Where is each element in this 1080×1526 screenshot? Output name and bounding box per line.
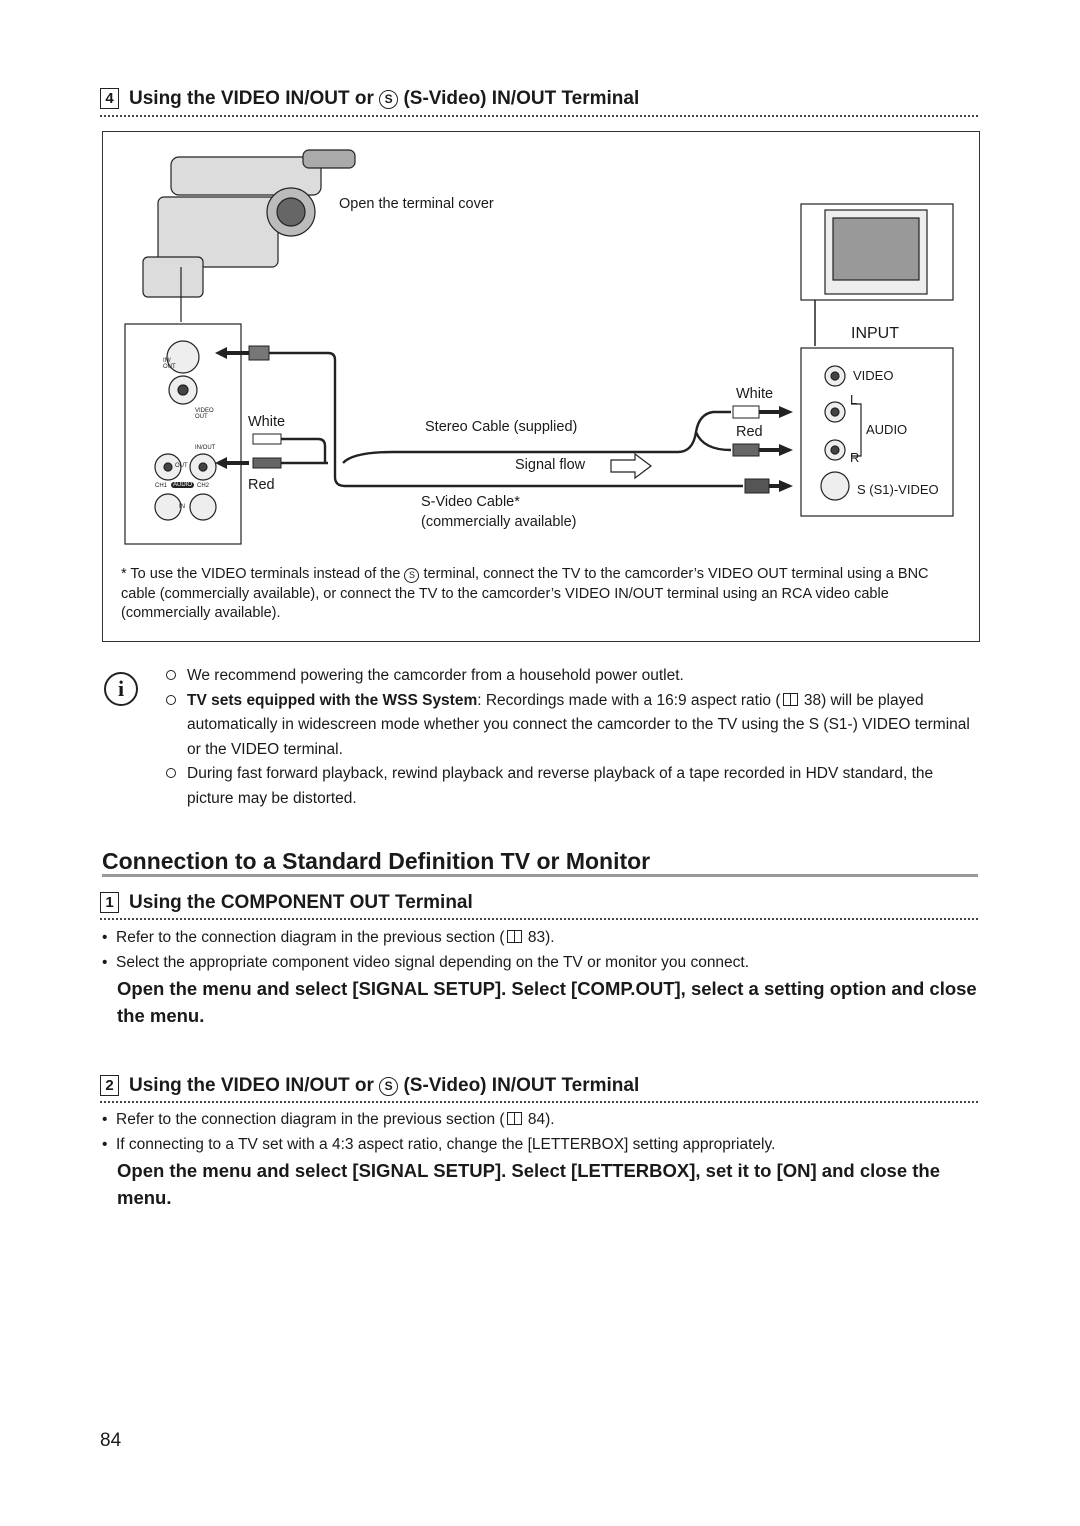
note-text: We recommend powering the camcorder from a household power outlet. <box>187 667 684 684</box>
stereo-cable-label: Stereo Cable (supplied) <box>425 419 578 435</box>
note-item <box>166 762 981 811</box>
red-right-label: Red <box>736 424 763 440</box>
camcorder-illustration <box>143 150 355 322</box>
section-4-heading <box>100 88 978 110</box>
video-label: VIDEO <box>853 368 894 383</box>
s-video-icon: S <box>379 90 398 109</box>
note-bold: TV sets equipped with the WSS System <box>187 691 478 709</box>
page-heading: Connection to a Standard Definition TV or Monitor <box>102 848 651 874</box>
section-1-heading <box>100 892 978 914</box>
section-title: Using the COMPONENT OUT Terminal <box>129 892 473 913</box>
svideo-cable-label: S-Video Cable* <box>421 494 520 510</box>
panel-audio-label: AUDIO <box>173 482 193 488</box>
panel-video-out-label: VIDEO OUT <box>195 408 214 420</box>
note-item <box>166 664 981 689</box>
diagram-footnote <box>121 565 961 624</box>
footnote-part-b: terminal, connect the TV to the camcorder’s VIDEO OUT terminal using a BNC cable (commercially available), or connect the TV to the camcorder’s VIDEO IN/OUT terminal using an RCA video cable (commercially available). <box>121 566 929 621</box>
note-text: During fast forward playback, rewind playback and reverse playback of a tape recorded in HDV standard, the picture may be distorted. <box>187 765 934 807</box>
s1-video-label: S (S1)-VIDEO <box>857 482 939 497</box>
page-reference: 83 <box>527 929 546 946</box>
list-item: • Refer to the connection diagram in the previous section ( 83). <box>100 926 980 951</box>
s-video-icon: S <box>379 1077 398 1096</box>
panel-in-out-label: IN/ OUT <box>163 358 176 370</box>
signal-flow-arrow <box>611 454 651 478</box>
signal-flow-label: Signal flow <box>515 457 586 473</box>
note-text: : Recordings made with a 16:9 aspect ratio ( <box>477 691 781 709</box>
section-title-part-a: Using the VIDEO IN/OUT or <box>129 88 374 109</box>
book-icon <box>507 1112 522 1125</box>
page-number: 84 <box>100 1430 122 1451</box>
connection-diagram <box>102 131 980 642</box>
diagram-drawing <box>103 132 979 562</box>
left-channel-label: L <box>850 392 858 407</box>
section-1-instruction: Open the menu and select [SIGNAL SETUP]. Select [COMP.OUT], select a setting option and close the menu. <box>117 978 977 1026</box>
section-number: 4 <box>100 88 119 109</box>
white-right-label: White <box>736 386 774 402</box>
book-icon <box>783 693 798 706</box>
footnote-part-a: * To use the VIDEO terminals instead of the <box>121 566 401 582</box>
section-title-part-a: Using the VIDEO IN/OUT or <box>129 1075 374 1096</box>
input-label: INPUT <box>851 325 899 342</box>
right-channel-label: R <box>850 450 860 465</box>
page-reference: 38 <box>803 691 822 709</box>
section-2-bullets <box>100 1108 980 1157</box>
section-1-bullets <box>100 926 980 975</box>
page-reference: 84 <box>527 1111 546 1128</box>
section-title-part-b: (S-Video) IN/OUT Terminal <box>403 1075 640 1096</box>
panel-ch1-label: CH1 <box>155 483 168 489</box>
dotted-divider <box>100 918 978 920</box>
heading-rule <box>102 874 978 877</box>
panel-in-label: IN <box>179 504 185 510</box>
commercially-available-label: (commercially available) <box>421 514 577 530</box>
dotted-divider <box>100 115 978 117</box>
open-cover-label: Open the terminal cover <box>339 196 494 212</box>
note-text: ) will be played automatically in widescreen mode whether you connect the camcorder to the TV using the S (S1-) VIDEO terminal or the VIDEO terminal. <box>187 691 970 758</box>
dotted-divider <box>100 1101 978 1103</box>
panel-out-label: OUT <box>175 463 188 469</box>
section-2-heading <box>100 1075 978 1097</box>
section-2-instruction: Open the menu and select [SIGNAL SETUP]. Select [LETTERBOX], set it to [ON] and close the menu. <box>117 1160 941 1208</box>
note-item <box>166 689 981 763</box>
s-video-icon: S <box>404 568 419 583</box>
list-item: • Refer to the connection diagram in the previous section ( 84). <box>100 1108 980 1133</box>
white-left-label: White <box>248 414 286 430</box>
red-left-label: Red <box>248 477 275 493</box>
section-number: 1 <box>100 892 119 913</box>
panel-ch2-label: CH2 <box>197 483 210 489</box>
list-item: • Select the appropriate component video signal depending on the TV or monitor you connect. <box>100 951 980 976</box>
list-item: • If connecting to a TV set with a 4:3 aspect ratio, change the [LETTERBOX] setting appropriately. <box>100 1133 980 1158</box>
section-title-part-b: (S-Video) IN/OUT Terminal <box>403 88 640 109</box>
info-icon: i <box>104 672 138 706</box>
notes-list <box>166 664 981 811</box>
panel-in-out2-label: IN/OUT <box>195 445 216 451</box>
section-number: 2 <box>100 1075 119 1096</box>
book-icon <box>507 930 522 943</box>
audio-label: AUDIO <box>866 422 908 437</box>
